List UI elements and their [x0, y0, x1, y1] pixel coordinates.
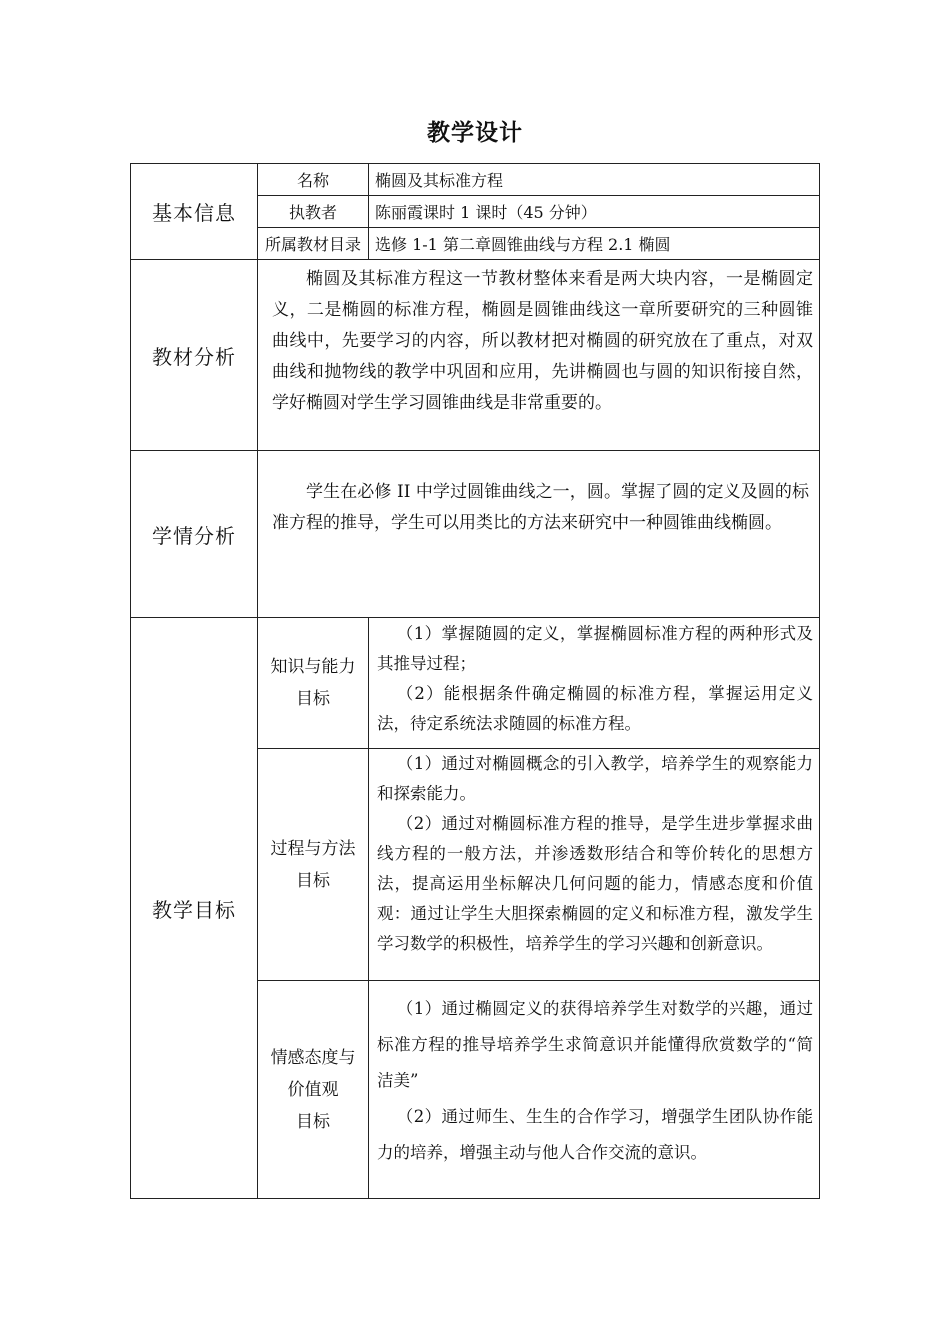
- knowledge-goal-item: （1）掌握随圆的定义，掌握椭圆标准方程的两种形式及其推导过程；: [377, 624, 813, 673]
- process-goal-content: [369, 749, 820, 981]
- emotion-goal-item: （2）通过师生、生生的合作学习，增强学生团队协作能力的培养，增强主动与他人合作交流的意识。: [377, 1107, 813, 1162]
- process-goal-item: （2）通过对椭圆标准方程的推导，是学生进步掌握求曲线方程的一般方法，并渗透数形结合和等价转化的思想方法，提高运用坐标解决几何问题的能力，情感态度和价值观：通过让学生大胆探索椭圆的定义和标准方程，激发学生学习数学的积极性，培养学生的学习兴趣和创新意识。: [377, 814, 813, 953]
- knowledge-goal-label: [258, 618, 369, 749]
- emotion-goal-label-line3: 目标: [296, 1111, 330, 1132]
- goal-knowledge-row: [131, 618, 820, 749]
- process-goal-item: （1）通过对椭圆概念的引入教学，培养学生的观察能力和探索能力。: [377, 754, 813, 803]
- name-value: 椭圆及其标准方程: [369, 164, 820, 196]
- knowledge-goal-label-line2: 目标: [296, 689, 330, 709]
- process-goal-label: [258, 749, 369, 981]
- emotion-goal-label-line2: 价值观: [287, 1079, 339, 1100]
- catalog-label: 所属教材目录: [258, 228, 369, 260]
- catalog-value: 选修 1-1 第二章圆锥曲线与方程 2.1 椭圆: [369, 228, 820, 260]
- knowledge-goal-item: （2）能根据条件确定椭圆的标准方程，掌握运用定义法，待定系统法求随圆的标准方程。: [377, 684, 813, 733]
- learner-analysis-text: 学生在必修 II 中学过圆锥曲线之一，圆。掌握了圆的定义及圆的标准方程的推导，学生可以用类比的方法来研究中一种圆锥曲线椭圆。: [272, 482, 809, 533]
- process-goal-label-line2: 目标: [296, 870, 330, 891]
- textbook-analysis-heading: 教材分析: [131, 260, 258, 451]
- basic-info-heading: 基本信息: [131, 164, 258, 260]
- knowledge-goal-content: [369, 618, 820, 749]
- knowledge-goal-label-line1: 知识与能力: [270, 657, 356, 677]
- emotion-goal-label-line1: 情感态度与: [270, 1047, 356, 1068]
- textbook-analysis-text: 椭圆及其标准方程这一节教材整体来看是两大块内容，一是椭圆定义，二是椭圆的标准方程，椭圆是圆锥曲线这一章所要研究的三种圆锥曲线中，先要学习的内容，所以教材把对椭圆的研究放在了重点，对双曲线和抛物线的教学中巩固和应用，先讲椭圆也与圆的知识衔接自然，学好椭圆对学生学习圆锥曲线是非常重要的。: [272, 269, 813, 413]
- teaching-goals-heading: 教学目标: [131, 618, 258, 1199]
- textbook-analysis-row: [131, 260, 820, 451]
- emotion-goal-content: [369, 981, 820, 1199]
- emotion-goal-label: [258, 981, 369, 1199]
- document-title: 教学设计: [427, 120, 523, 146]
- basic-info-row-name: [131, 164, 820, 196]
- learner-analysis-heading: 学情分析: [131, 451, 258, 618]
- teacher-label: 执教者: [258, 196, 369, 228]
- process-goal-label-line1: 过程与方法: [270, 838, 356, 859]
- emotion-goal-item: （1）通过椭圆定义的获得培养学生对数学的兴趣，通过标准方程的推导培养学生求简意识并能懂得欣赏数学的“简洁美”: [377, 999, 813, 1090]
- learner-analysis-row: [131, 451, 820, 618]
- teacher-value: 陈丽霞课时 1 课时（45 分钟）: [369, 196, 820, 228]
- teaching-design-table: [130, 163, 820, 1199]
- name-label: 名称: [258, 164, 369, 196]
